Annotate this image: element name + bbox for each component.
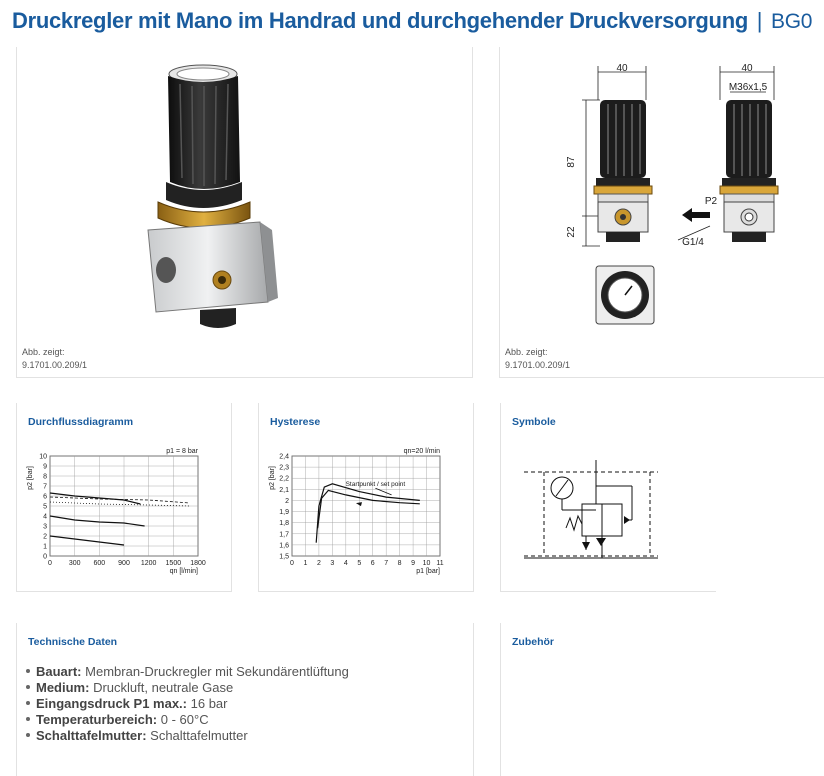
series-line <box>50 536 124 545</box>
hysteresis-heading: Hysterese <box>270 416 321 428</box>
y-tick-label: 1,8 <box>279 520 289 528</box>
x-tick-label: 1200 <box>140 560 157 567</box>
x-tick-label: 3 <box>330 560 335 567</box>
drawing-caption <box>505 346 570 372</box>
dim-width-1: 40 <box>616 63 628 74</box>
y-axis-label: p2 [bar] <box>27 466 34 490</box>
hysteresis-arrow <box>356 502 362 506</box>
tech-item: Medium: Druckluft, neutrale Gase <box>26 680 349 696</box>
y-axis-label: p2 [bar] <box>269 466 276 490</box>
tech-item: Temperaturbereich: 0 - 60°C <box>26 712 349 728</box>
tech-item: Eingangsdruck P1 max.: 16 bar <box>26 696 349 712</box>
image-caption-label: Abb. zeigt: <box>22 347 65 357</box>
x-tick-label: 1500 <box>165 560 182 567</box>
x-tick-label: 0 <box>48 560 52 567</box>
symbol-heading: Symbole <box>512 416 556 428</box>
flow-chart <box>22 444 228 584</box>
y-tick-label: 3 <box>43 523 47 531</box>
x-tick-label: 5 <box>357 560 362 567</box>
y-tick-label: 1 <box>43 543 47 551</box>
y-tick-label: 1,7 <box>279 531 289 539</box>
tech-item: Schalttafelmutter: Schalttafelmutter <box>26 728 349 744</box>
series-line <box>50 516 145 526</box>
drawing-caption-ref: 9.1701.00.209/1 <box>505 360 571 370</box>
y-tick-label: 4 <box>43 513 47 521</box>
image-caption <box>22 346 87 372</box>
y-tick-label: 10 <box>39 453 47 461</box>
dim-height-top: 87 <box>566 156 577 168</box>
chart-annotation: qn=20 l/min <box>403 448 440 455</box>
tech-data-heading: Technische Daten <box>28 636 118 648</box>
x-tick-label: 600 <box>93 560 106 567</box>
dim-height-bottom: 22 <box>566 226 577 238</box>
y-tick-label: 8 <box>43 473 47 481</box>
x-tick-label: 10 <box>422 560 431 567</box>
x-tick-label: 7 <box>384 560 389 567</box>
title-main: Druckregler mit Mano im Handrad und durchgehender Druckversorgung <box>12 8 748 33</box>
x-axis-label: p1 [bar] <box>416 568 440 575</box>
tech-item: Bauart: Membran-Druckregler mit Sekundärentlüftung <box>26 664 349 680</box>
y-tick-label: 2,2 <box>279 475 289 483</box>
hysteresis-chart <box>264 444 470 584</box>
technical-drawing <box>560 60 810 330</box>
x-tick-label: 2 <box>316 560 321 567</box>
title-code: BG0 <box>771 10 813 33</box>
plot-area <box>292 456 440 556</box>
series-line <box>50 502 190 506</box>
x-tick-label: 0 <box>290 560 294 567</box>
x-tick-label: 11 <box>436 560 444 567</box>
drawing-caption-label: Abb. zeigt: <box>505 347 548 357</box>
x-axis-label: qn [l/min] <box>169 568 198 575</box>
flow-heading: Durchflussdiagramm <box>28 416 134 428</box>
dim-thread: M36x1,5 <box>728 82 768 93</box>
y-tick-label: 2,1 <box>279 486 289 494</box>
x-tick-label: 900 <box>118 560 130 567</box>
x-tick-label: 9 <box>411 560 416 567</box>
y-tick-label: 2 <box>285 497 289 505</box>
dim-port-thread: G1/4 <box>682 237 704 248</box>
y-tick-label: 1,9 <box>279 509 289 517</box>
y-tick-label: 2 <box>43 533 47 541</box>
x-tick-label: 6 <box>370 560 375 567</box>
y-tick-label: 2,4 <box>279 453 289 461</box>
y-tick-label: 2,3 <box>279 464 289 472</box>
y-tick-label: 1,6 <box>279 542 289 550</box>
y-tick-label: 1,5 <box>279 553 289 561</box>
y-tick-label: 7 <box>43 483 47 491</box>
product-image <box>130 62 300 332</box>
y-tick-label: 9 <box>43 463 47 471</box>
tech-data-list <box>26 664 349 744</box>
x-tick-label: 8 <box>397 560 402 567</box>
y-tick-label: 6 <box>43 493 47 501</box>
image-caption-ref: 9.1701.00.209/1 <box>22 360 88 370</box>
x-tick-label: 1800 <box>190 560 206 567</box>
dim-port-label: P2 <box>704 196 718 207</box>
page-title <box>12 8 812 34</box>
dim-width-2: 40 <box>741 63 753 74</box>
x-tick-label: 300 <box>68 560 81 567</box>
x-tick-label: 4 <box>343 560 348 567</box>
pneumatic-symbol <box>524 458 658 570</box>
set-point-label: Startpunkt / set point <box>345 481 406 488</box>
accessory-heading: Zubehör <box>512 636 554 648</box>
y-tick-label: 0 <box>43 553 47 561</box>
y-tick-label: 5 <box>43 503 47 511</box>
title-separator: | <box>756 8 763 33</box>
x-tick-label: 1 <box>303 560 308 567</box>
chart-annotation: p1 = 8 bar <box>166 448 198 455</box>
